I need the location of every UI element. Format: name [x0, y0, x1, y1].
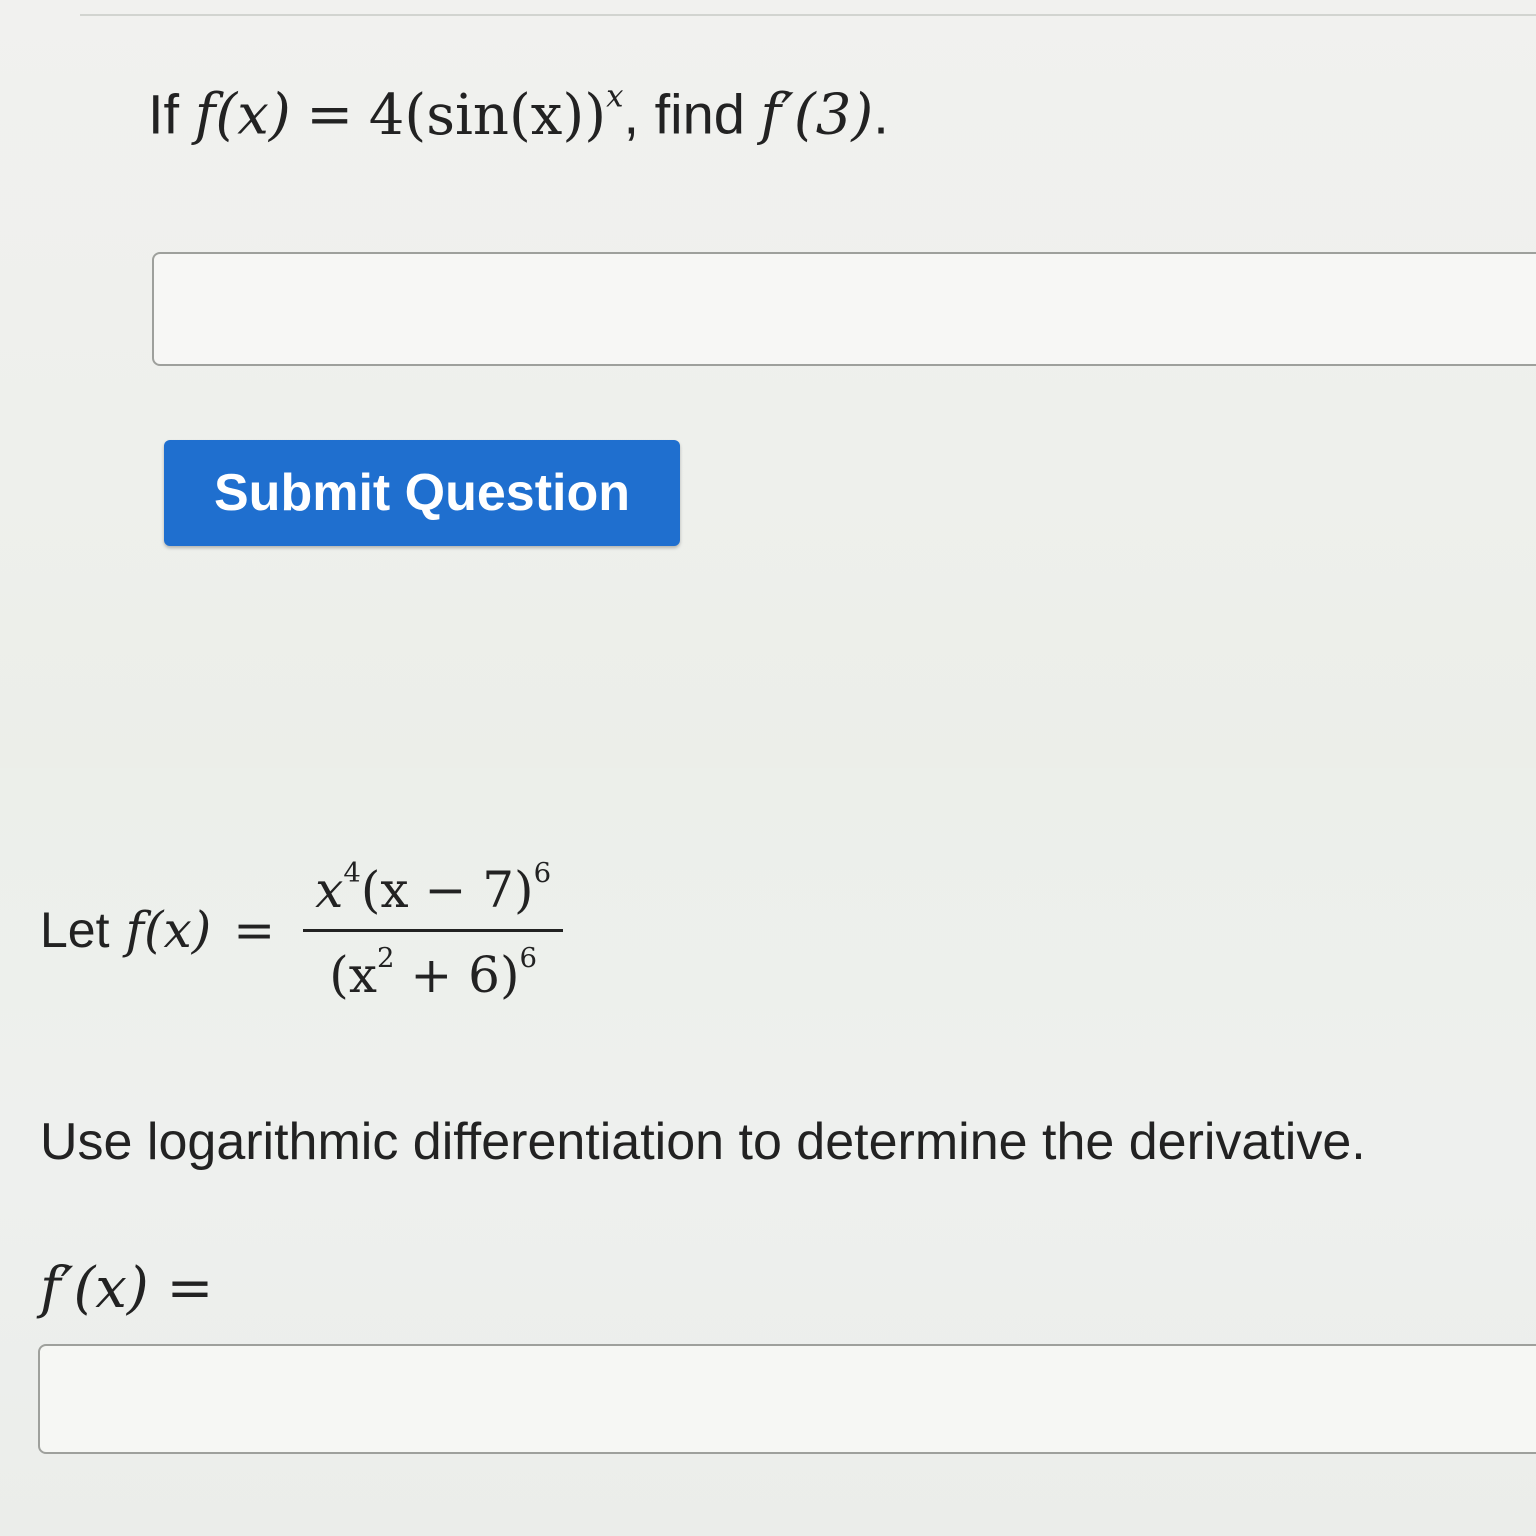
- fraction-denominator: [329, 932, 537, 1004]
- question-2-instruction: Use logarithmic differentiation to determine the derivative.: [40, 1113, 1366, 1171]
- prompt-middle: , find: [623, 82, 745, 146]
- submit-question-button[interactable]: Submit Question: [164, 440, 680, 546]
- denominator-outer-exponent: 6: [519, 941, 537, 974]
- denominator-open: (x: [329, 945, 377, 1004]
- numerator-term2-base: (x − 7): [360, 860, 534, 919]
- question-2-prompt: [40, 835, 563, 1025]
- equals-sign: =: [306, 82, 354, 148]
- question-2-answer-input[interactable]: [38, 1344, 1536, 1454]
- target-expression: f′(3): [760, 82, 874, 148]
- question-1-prompt: [148, 78, 889, 148]
- numerator-term1-base: x: [315, 860, 344, 919]
- function-expression: [368, 78, 624, 148]
- derivative-answer-label: f′(x) =: [40, 1256, 214, 1321]
- prompt-prefix: If: [148, 82, 180, 146]
- expression-base: 4(sin(x)): [368, 82, 607, 148]
- question-1-answer-input[interactable]: [152, 252, 1536, 366]
- function-lhs: f(x): [125, 901, 212, 959]
- expression-exponent: x: [606, 78, 624, 114]
- function-lhs: f(x): [194, 82, 291, 148]
- numerator-term1-exponent: 4: [343, 856, 361, 889]
- fraction-numerator: [303, 857, 563, 929]
- denominator-inner-exponent: 2: [376, 941, 395, 974]
- denominator-rest: + 6): [394, 945, 520, 1004]
- numerator-term2-exponent: 6: [533, 856, 552, 889]
- divider: [80, 14, 1536, 16]
- prompt-period: .: [873, 82, 889, 146]
- prompt-prefix: Let: [40, 902, 110, 958]
- function-fraction: [303, 857, 563, 1004]
- equals-sign: =: [233, 901, 276, 959]
